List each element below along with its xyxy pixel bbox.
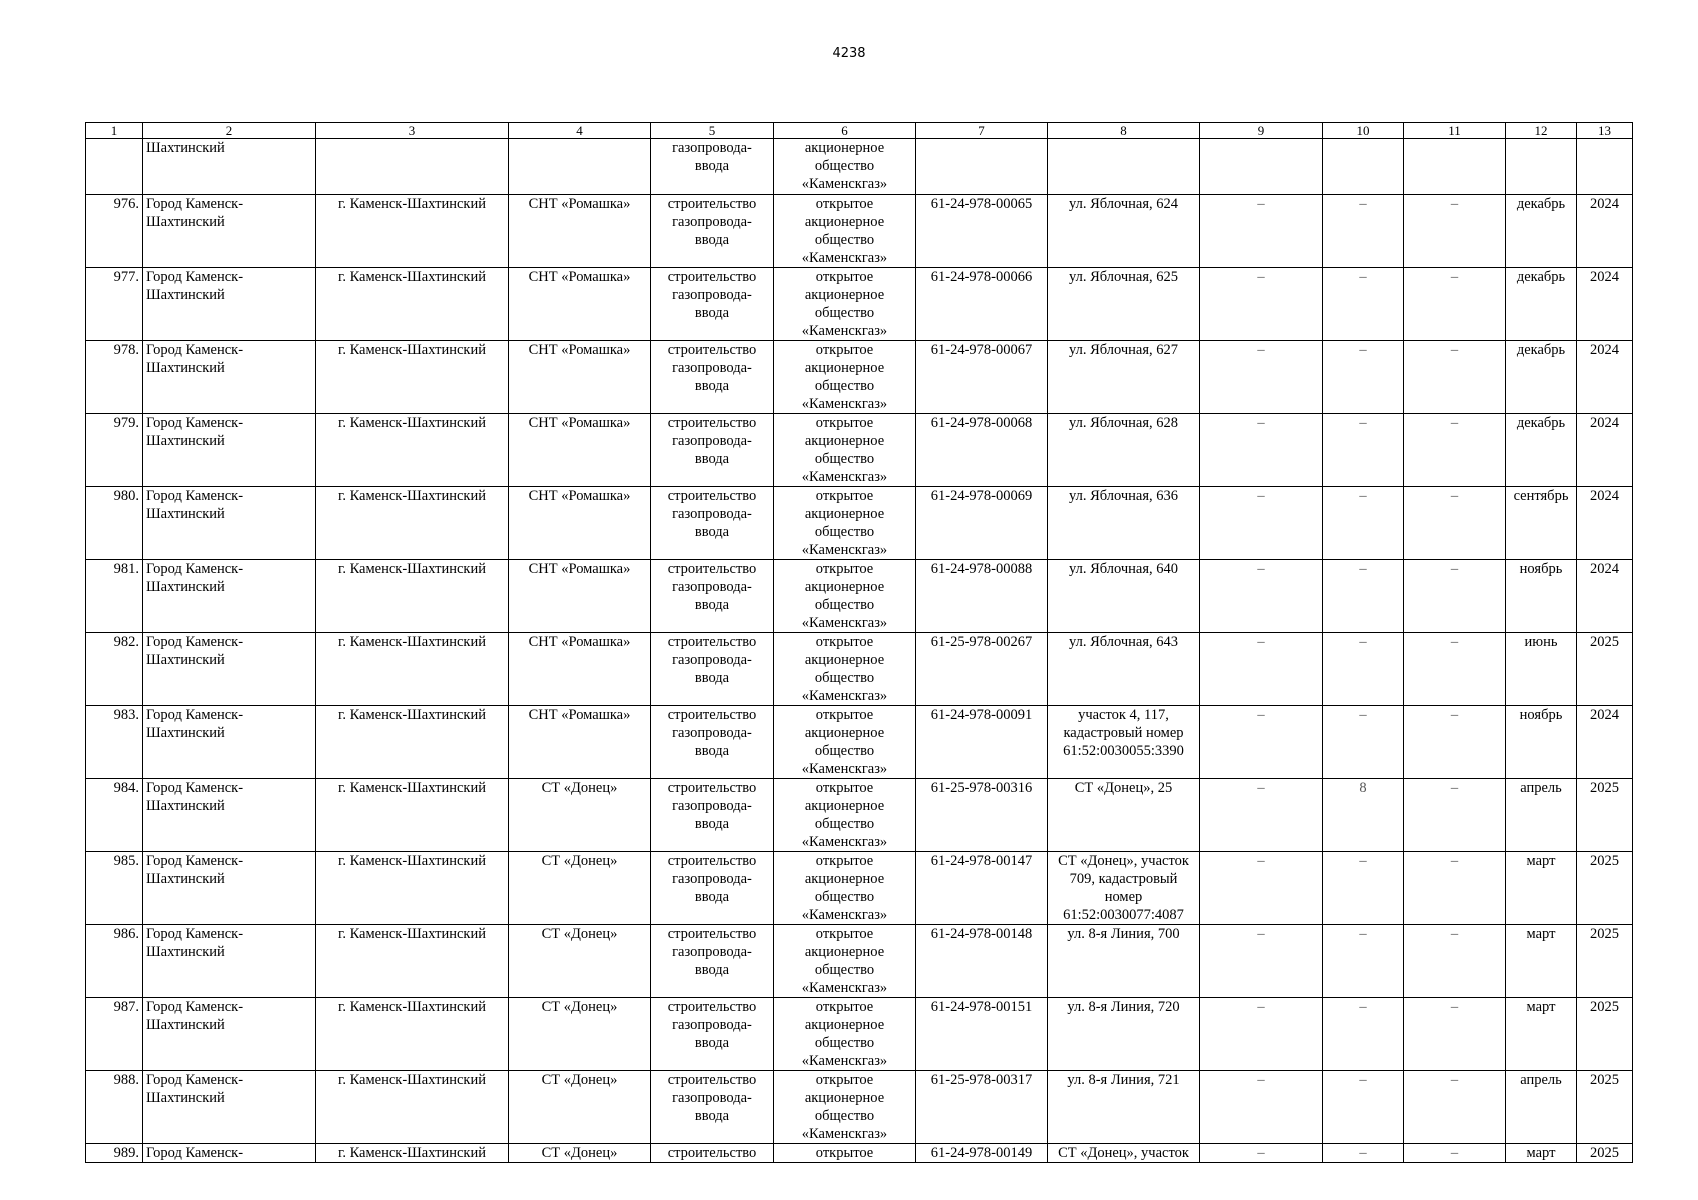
address-cell: ул. Яблочная, 624	[1048, 195, 1200, 268]
column-9-cell: –	[1200, 341, 1323, 414]
column-10-cell: –	[1323, 706, 1404, 779]
year-cell: 2025	[1577, 1144, 1633, 1163]
work-type-cell: строительство газопровода- ввода	[651, 925, 774, 998]
work-type-cell: строительство	[651, 1144, 774, 1163]
column-9-cell: –	[1200, 998, 1323, 1071]
month-cell: ноябрь	[1506, 706, 1577, 779]
settlement-cell: г. Каменск-Шахтинский	[316, 560, 509, 633]
column-11-cell: –	[1404, 633, 1506, 706]
area-cell: СНТ «Ромашка»	[509, 341, 651, 414]
district-cell: Город Каменск- Шахтинский	[143, 195, 316, 268]
settlement-cell: г. Каменск-Шахтинский	[316, 414, 509, 487]
year-cell: 2024	[1577, 706, 1633, 779]
month-cell: апрель	[1506, 779, 1577, 852]
organization-cell: открытое акционерное общество «Каменскгаз»	[774, 925, 916, 998]
organization-cell: открытое акционерное общество «Каменскгаз»	[774, 998, 916, 1071]
column-10-cell: –	[1323, 487, 1404, 560]
column-11-cell: –	[1404, 1144, 1506, 1163]
table-row	[86, 268, 1633, 341]
column-9-cell: –	[1200, 779, 1323, 852]
row-number-cell: 988.	[86, 1071, 143, 1144]
settlement-cell: г. Каменск-Шахтинский	[316, 1071, 509, 1144]
column-number-cell: 4	[509, 123, 651, 139]
row-number-cell: 983.	[86, 706, 143, 779]
table-row	[86, 925, 1633, 998]
address-cell: СТ «Донец», участок 709, кадастровый номер 61:52:0030077:4087	[1048, 852, 1200, 925]
table-row	[86, 139, 1633, 195]
month-cell: ноябрь	[1506, 560, 1577, 633]
column-10-cell: –	[1323, 998, 1404, 1071]
month-cell: апрель	[1506, 1071, 1577, 1144]
work-type-cell: строительство газопровода- ввода	[651, 852, 774, 925]
address-cell: участок 4, 117, кадастровый номер 61:52:0030055:3390	[1048, 706, 1200, 779]
row-number-cell: 979.	[86, 414, 143, 487]
address-cell: ул. 8-я Линия, 700	[1048, 925, 1200, 998]
year-cell: 2025	[1577, 998, 1633, 1071]
work-type-cell: газопровода- ввода	[651, 139, 774, 195]
column-11-cell: –	[1404, 998, 1506, 1071]
column-9-cell: –	[1200, 487, 1323, 560]
area-cell: СНТ «Ромашка»	[509, 560, 651, 633]
district-cell: Город Каменск- Шахтинский	[143, 779, 316, 852]
month-cell: март	[1506, 1144, 1577, 1163]
column-9-cell	[1200, 139, 1323, 195]
settlement-cell: г. Каменск-Шахтинский	[316, 341, 509, 414]
table-row	[86, 779, 1633, 852]
column-9-cell: –	[1200, 414, 1323, 487]
year-cell: 2025	[1577, 925, 1633, 998]
work-type-cell: строительство газопровода- ввода	[651, 998, 774, 1071]
table-body	[86, 123, 1633, 1163]
address-cell: ул. Яблочная, 640	[1048, 560, 1200, 633]
address-cell: ул. Яблочная, 643	[1048, 633, 1200, 706]
address-cell: ул. Яблочная, 627	[1048, 341, 1200, 414]
organization-cell: открытое акционерное общество «Каменскгаз»	[774, 779, 916, 852]
row-number-cell: 985.	[86, 852, 143, 925]
table-row	[86, 195, 1633, 268]
column-number-cell: 9	[1200, 123, 1323, 139]
month-cell: март	[1506, 925, 1577, 998]
table-row	[86, 852, 1633, 925]
year-cell: 2024	[1577, 195, 1633, 268]
year-cell: 2024	[1577, 268, 1633, 341]
settlement-cell: г. Каменск-Шахтинский	[316, 998, 509, 1071]
column-9-cell: –	[1200, 195, 1323, 268]
address-cell: СТ «Донец», участок	[1048, 1144, 1200, 1163]
table-row	[86, 341, 1633, 414]
district-cell: Город Каменск- Шахтинский	[143, 706, 316, 779]
column-number-cell: 5	[651, 123, 774, 139]
object-code-cell: 61-24-978-00066	[916, 268, 1048, 341]
organization-cell: открытое акционерное общество «Каменскгаз»	[774, 341, 916, 414]
column-10-cell: –	[1323, 852, 1404, 925]
organization-cell: открытое	[774, 1144, 916, 1163]
table-row	[86, 633, 1633, 706]
object-code-cell: 61-24-978-00151	[916, 998, 1048, 1071]
organization-cell: открытое акционерное общество «Каменскгаз»	[774, 268, 916, 341]
address-cell: ул. Яблочная, 636	[1048, 487, 1200, 560]
district-cell: Город Каменск- Шахтинский	[143, 998, 316, 1071]
year-cell: 2025	[1577, 852, 1633, 925]
area-cell: СТ «Донец»	[509, 1071, 651, 1144]
month-cell: декабрь	[1506, 414, 1577, 487]
district-cell: Город Каменск- Шахтинский	[143, 268, 316, 341]
year-cell	[1577, 139, 1633, 195]
year-cell: 2025	[1577, 633, 1633, 706]
area-cell: СНТ «Ромашка»	[509, 414, 651, 487]
district-cell: Город Каменск- Шахтинский	[143, 925, 316, 998]
district-cell: Город Каменск- Шахтинский	[143, 487, 316, 560]
work-type-cell: строительство газопровода- ввода	[651, 341, 774, 414]
column-10-cell: –	[1323, 341, 1404, 414]
area-cell: СТ «Донец»	[509, 925, 651, 998]
settlement-cell	[316, 139, 509, 195]
row-number-cell: 984.	[86, 779, 143, 852]
column-9-cell: –	[1200, 1071, 1323, 1144]
work-type-cell: строительство газопровода- ввода	[651, 633, 774, 706]
column-number-cell: 2	[143, 123, 316, 139]
area-cell: СНТ «Ромашка»	[509, 195, 651, 268]
area-cell: СТ «Донец»	[509, 998, 651, 1071]
work-type-cell: строительство газопровода- ввода	[651, 487, 774, 560]
table-row	[86, 706, 1633, 779]
column-11-cell: –	[1404, 1071, 1506, 1144]
organization-cell: открытое акционерное общество «Каменскгаз»	[774, 195, 916, 268]
table-row	[86, 487, 1633, 560]
column-11-cell	[1404, 139, 1506, 195]
organization-cell: открытое акционерное общество «Каменскгаз»	[774, 560, 916, 633]
area-cell: СНТ «Ромашка»	[509, 706, 651, 779]
column-number-cell: 1	[86, 123, 143, 139]
column-number-row	[86, 123, 1633, 139]
object-code-cell: 61-25-978-00316	[916, 779, 1048, 852]
column-11-cell: –	[1404, 560, 1506, 633]
month-cell: март	[1506, 998, 1577, 1071]
district-cell: Город Каменск-	[143, 1144, 316, 1163]
object-code-cell	[916, 139, 1048, 195]
column-10-cell: –	[1323, 925, 1404, 998]
address-cell: ул. 8-я Линия, 721	[1048, 1071, 1200, 1144]
settlement-cell: г. Каменск-Шахтинский	[316, 1144, 509, 1163]
month-cell: декабрь	[1506, 268, 1577, 341]
work-type-cell: строительство газопровода- ввода	[651, 560, 774, 633]
object-code-cell: 61-24-978-00067	[916, 341, 1048, 414]
row-number-cell	[86, 139, 143, 195]
column-11-cell: –	[1404, 487, 1506, 560]
column-number-cell: 13	[1577, 123, 1633, 139]
column-9-cell: –	[1200, 925, 1323, 998]
object-code-cell: 61-24-978-00147	[916, 852, 1048, 925]
row-number-cell: 986.	[86, 925, 143, 998]
object-code-cell: 61-24-978-00091	[916, 706, 1048, 779]
column-9-cell: –	[1200, 706, 1323, 779]
column-10-cell	[1323, 139, 1404, 195]
address-cell: СТ «Донец», 25	[1048, 779, 1200, 852]
object-code-cell: 61-24-978-00068	[916, 414, 1048, 487]
table-row	[86, 1144, 1633, 1163]
column-number-cell: 10	[1323, 123, 1404, 139]
organization-cell: открытое акционерное общество «Каменскгаз»	[774, 487, 916, 560]
column-10-cell: –	[1323, 268, 1404, 341]
district-cell: Город Каменск- Шахтинский	[143, 341, 316, 414]
column-9-cell: –	[1200, 560, 1323, 633]
area-cell: СНТ «Ромашка»	[509, 268, 651, 341]
settlement-cell: г. Каменск-Шахтинский	[316, 487, 509, 560]
row-number-cell: 981.	[86, 560, 143, 633]
settlement-cell: г. Каменск-Шахтинский	[316, 195, 509, 268]
month-cell: сентябрь	[1506, 487, 1577, 560]
row-number-cell: 987.	[86, 998, 143, 1071]
table-row	[86, 414, 1633, 487]
column-10-cell: –	[1323, 1071, 1404, 1144]
column-11-cell: –	[1404, 852, 1506, 925]
address-cell	[1048, 139, 1200, 195]
settlement-cell: г. Каменск-Шахтинский	[316, 925, 509, 998]
column-9-cell: –	[1200, 852, 1323, 925]
organization-cell: открытое акционерное общество «Каменскгаз»	[774, 706, 916, 779]
work-type-cell: строительство газопровода- ввода	[651, 195, 774, 268]
month-cell: декабрь	[1506, 195, 1577, 268]
month-cell: март	[1506, 852, 1577, 925]
row-number-cell: 978.	[86, 341, 143, 414]
column-11-cell: –	[1404, 779, 1506, 852]
settlement-cell: г. Каменск-Шахтинский	[316, 852, 509, 925]
settlement-cell: г. Каменск-Шахтинский	[316, 633, 509, 706]
table-row	[86, 560, 1633, 633]
year-cell: 2025	[1577, 1071, 1633, 1144]
work-type-cell: строительство газопровода- ввода	[651, 414, 774, 487]
settlement-cell: г. Каменск-Шахтинский	[316, 268, 509, 341]
column-9-cell: –	[1200, 268, 1323, 341]
work-type-cell: строительство газопровода- ввода	[651, 779, 774, 852]
month-cell: декабрь	[1506, 341, 1577, 414]
object-code-cell: 61-25-978-00267	[916, 633, 1048, 706]
column-10-cell: –	[1323, 195, 1404, 268]
organization-cell: открытое акционерное общество «Каменскгаз»	[774, 633, 916, 706]
work-type-cell: строительство газопровода- ввода	[651, 706, 774, 779]
table-row	[86, 998, 1633, 1071]
year-cell: 2025	[1577, 779, 1633, 852]
column-11-cell: –	[1404, 706, 1506, 779]
row-number-cell: 989.	[86, 1144, 143, 1163]
district-cell: Город Каменск- Шахтинский	[143, 560, 316, 633]
organization-cell: открытое акционерное общество «Каменскгаз»	[774, 1071, 916, 1144]
column-10-cell: –	[1323, 560, 1404, 633]
column-10-cell: –	[1323, 414, 1404, 487]
column-10-cell: 8	[1323, 779, 1404, 852]
district-cell: Город Каменск- Шахтинский	[143, 852, 316, 925]
district-cell: Шахтинский	[143, 139, 316, 195]
column-number-cell: 8	[1048, 123, 1200, 139]
organization-cell: акционерное общество «Каменскгаз»	[774, 139, 916, 195]
column-11-cell: –	[1404, 414, 1506, 487]
column-11-cell: –	[1404, 341, 1506, 414]
column-number-cell: 11	[1404, 123, 1506, 139]
column-11-cell: –	[1404, 268, 1506, 341]
area-cell	[509, 139, 651, 195]
organization-cell: открытое акционерное общество «Каменскгаз»	[774, 852, 916, 925]
area-cell: СНТ «Ромашка»	[509, 633, 651, 706]
area-cell: СНТ «Ромашка»	[509, 487, 651, 560]
year-cell: 2024	[1577, 414, 1633, 487]
district-cell: Город Каменск- Шахтинский	[143, 633, 316, 706]
organization-cell: открытое акционерное общество «Каменскгаз»	[774, 414, 916, 487]
object-code-cell: 61-24-978-00065	[916, 195, 1048, 268]
column-10-cell: –	[1323, 633, 1404, 706]
area-cell: СТ «Донец»	[509, 779, 651, 852]
object-code-cell: 61-24-978-00149	[916, 1144, 1048, 1163]
object-code-cell: 61-24-978-00069	[916, 487, 1048, 560]
address-cell: ул. Яблочная, 628	[1048, 414, 1200, 487]
column-9-cell: –	[1200, 1144, 1323, 1163]
address-cell: ул. 8-я Линия, 720	[1048, 998, 1200, 1071]
table-row	[86, 1071, 1633, 1144]
work-type-cell: строительство газопровода- ввода	[651, 1071, 774, 1144]
settlement-cell: г. Каменск-Шахтинский	[316, 706, 509, 779]
month-cell	[1506, 139, 1577, 195]
row-number-cell: 976.	[86, 195, 143, 268]
column-9-cell: –	[1200, 633, 1323, 706]
area-cell: СТ «Донец»	[509, 852, 651, 925]
column-number-cell: 7	[916, 123, 1048, 139]
column-number-cell: 12	[1506, 123, 1577, 139]
settlement-cell: г. Каменск-Шахтинский	[316, 779, 509, 852]
page-number: 4238	[832, 46, 866, 61]
column-number-cell: 6	[774, 123, 916, 139]
year-cell: 2024	[1577, 341, 1633, 414]
column-number-cell: 3	[316, 123, 509, 139]
object-code-cell: 61-24-978-00148	[916, 925, 1048, 998]
object-code-cell: 61-24-978-00088	[916, 560, 1048, 633]
year-cell: 2024	[1577, 560, 1633, 633]
area-cell: СТ «Донец»	[509, 1144, 651, 1163]
column-11-cell: –	[1404, 195, 1506, 268]
column-10-cell: –	[1323, 1144, 1404, 1163]
row-number-cell: 982.	[86, 633, 143, 706]
district-cell: Город Каменск- Шахтинский	[143, 414, 316, 487]
row-number-cell: 980.	[86, 487, 143, 560]
object-code-cell: 61-25-978-00317	[916, 1071, 1048, 1144]
year-cell: 2024	[1577, 487, 1633, 560]
district-cell: Город Каменск- Шахтинский	[143, 1071, 316, 1144]
gas-pipeline-registry-table	[85, 122, 1633, 1163]
work-type-cell: строительство газопровода- ввода	[651, 268, 774, 341]
row-number-cell: 977.	[86, 268, 143, 341]
column-11-cell: –	[1404, 925, 1506, 998]
address-cell: ул. Яблочная, 625	[1048, 268, 1200, 341]
month-cell: июнь	[1506, 633, 1577, 706]
